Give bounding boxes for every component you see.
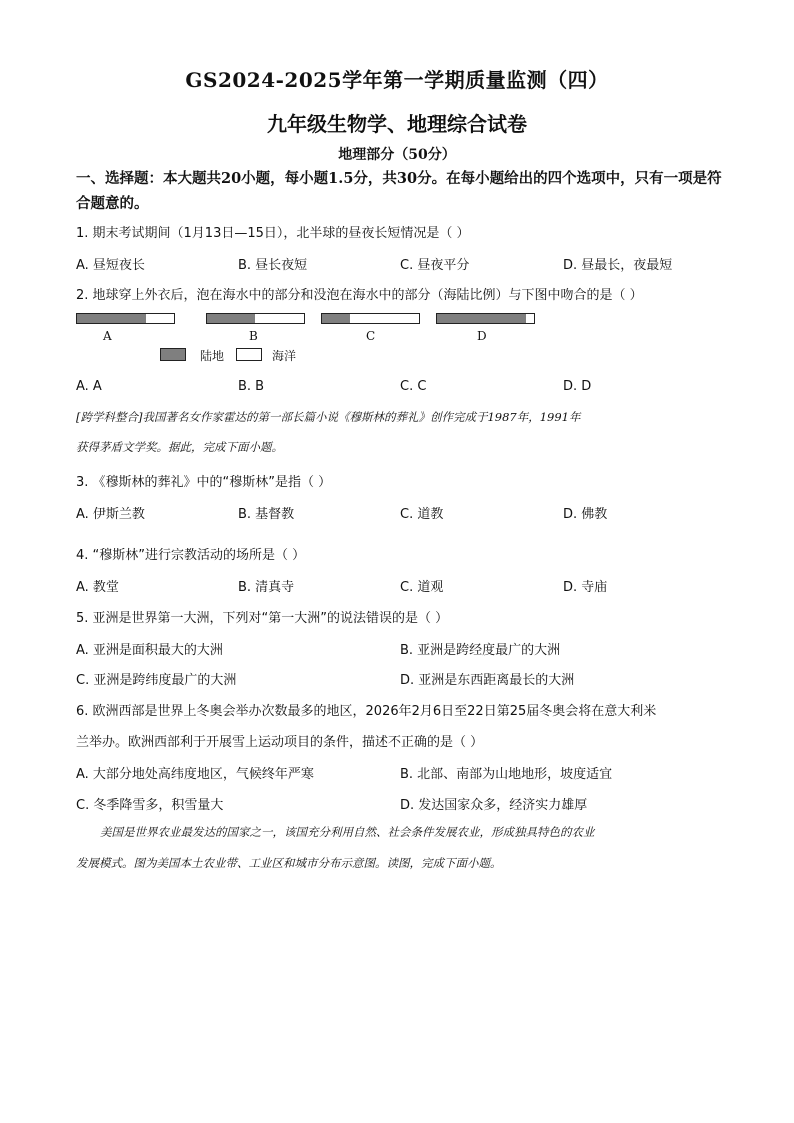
material-1-line-1: [跨学科整合]我国著名女作家霍达的第一部长篇小说《穆斯林的葬礼》创作完成于1987年，1991年 — [76, 410, 581, 424]
question-4-option-d: D. 寺庙 — [563, 580, 608, 595]
question-6-option-a: A. 大部分地处高纬度地区，气候终年严寒 — [76, 767, 314, 782]
question-6-option-c: C. 冬季降雪多，积雪量大 — [76, 798, 224, 813]
question-3-option-c: C. 道教 — [400, 507, 444, 522]
question-5-option-c: C. 亚洲是跨纬度最广的大洲 — [76, 673, 237, 688]
material-2-line-1: 美国是世界农业最发达的国家之一，该国充分利用自然、社会条件发展农业，形成独具特色的农业 — [100, 825, 595, 839]
question-2-option-b: B. B — [238, 379, 265, 394]
material-2-line-2: 发展模式。图为美国本土农业带、工业区和城市分布示意图。读图，完成下面小题。 — [76, 856, 502, 870]
question-4-option-b: B. 清真寺 — [238, 580, 295, 595]
bar-d-label: D — [477, 329, 487, 343]
question-1-option-d: D. 昼最长，夜最短 — [563, 258, 673, 273]
legend-ocean-swatch — [236, 348, 262, 361]
question-5-option-d: D. 亚洲是东西距离最长的大洲 — [400, 673, 575, 688]
question-1-option-c: C. 昼夜平分 — [400, 258, 470, 273]
bar-c-land — [322, 314, 350, 323]
question-5-stem: 5. 亚洲是世界第一大洲，下列对“第一大洲”的说法错误的是（ ） — [76, 611, 449, 626]
bar-d-land — [437, 314, 526, 323]
bar-b-land — [207, 314, 255, 323]
exam-subtitle: 九年级生物学、地理综合试卷 — [267, 112, 527, 136]
question-4-option-a: A. 教堂 — [76, 580, 119, 595]
question-6-option-d: D. 发达国家众多，经济实力雄厚 — [400, 798, 588, 813]
question-1-option-b: B. 昼长夜短 — [238, 258, 308, 273]
question-6-option-b: B. 北部、南部为山地地形，坡度适宜 — [400, 767, 613, 782]
bar-d — [436, 313, 535, 324]
question-2-option-c: C. C — [400, 379, 427, 394]
bar-a-land — [77, 314, 146, 323]
question-4-stem: 4. “穆斯林”进行宗教活动的场所是（ ） — [76, 548, 306, 563]
bar-b — [206, 313, 305, 324]
material-1-line-2: 获得茅盾文学奖。据此，完成下面小题。 — [76, 440, 283, 454]
bar-a-label: A — [103, 329, 112, 343]
question-2-option-d: D. D — [563, 379, 592, 394]
legend-land-swatch — [160, 348, 186, 361]
question-5-option-a: A. 亚洲是面积最大的大洲 — [76, 643, 223, 658]
exam-title: GS2024-2025学年第一学期质量监测（四） — [185, 68, 609, 92]
question-1-stem: 1. 期末考试期间（1月13日—15日），北半球的昼夜长短情况是（ ） — [76, 226, 470, 241]
question-2-option-a: A. A — [76, 379, 102, 394]
question-4-option-c: C. 道观 — [400, 580, 444, 595]
question-6-stem-line-1: 6. 欧洲西部是世界上冬奥会举办次数最多的地区，2026年2月6日至22日第25届冬奥会将在意大利米 — [76, 704, 657, 719]
question-2-stem: 2. 地球穿上外衣后，泡在海水中的部分和没泡在海水中的部分（海陆比例）与下图中吻合的是（ ） — [76, 288, 643, 303]
question-3-option-b: B. 基督教 — [238, 507, 295, 522]
section-part-title: 地理部分（50分） — [338, 147, 456, 163]
question-3-stem: 3. 《穆斯林的葬礼》中的“穆斯林”是指（ ） — [76, 475, 332, 490]
question-3-option-d: D. 佛教 — [563, 507, 608, 522]
bar-b-label: B — [249, 329, 258, 343]
bar-a — [76, 313, 175, 324]
legend-ocean-label: 海洋 — [272, 349, 297, 363]
question-3-option-a: A. 伊斯兰教 — [76, 507, 145, 522]
legend-land-label: 陆地 — [200, 349, 225, 363]
bar-c — [321, 313, 420, 324]
question-6-stem-line-2: 兰举办。欧洲西部利于开展雪上运动项目的条件，描述不正确的是（ ） — [76, 735, 484, 750]
bar-c-label: C — [366, 329, 376, 343]
question-5-option-b: B. 亚洲是跨经度最广的大洲 — [400, 643, 561, 658]
section-heading: 一、选择题：本大题共20小题，每小题1.5分，共30分。在每小题给出的四个选项中，只有一项是符合题意的。 — [76, 170, 722, 212]
question-1-option-a: A. 昼短夜长 — [76, 258, 145, 273]
